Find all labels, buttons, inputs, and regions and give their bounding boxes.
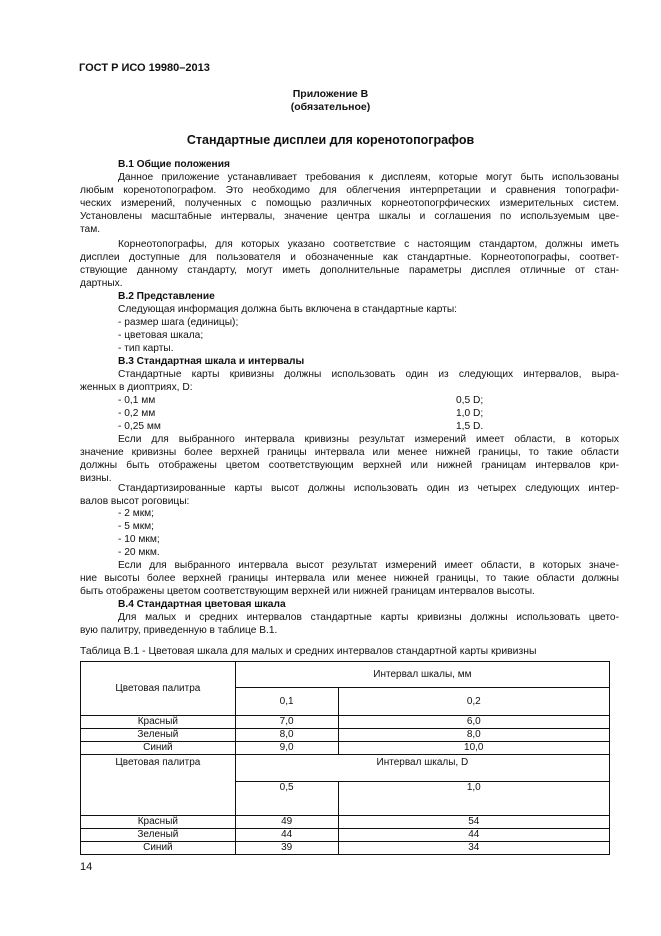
interval-mm: - 0,1 мм	[118, 395, 156, 406]
table-row	[81, 842, 610, 855]
interval-d: 1,5 D.	[456, 421, 484, 432]
table-cell: 9,0	[235, 742, 338, 755]
paragraph-line: Для малых и средних интервалов стандартные карты кривизны должны использовать цвето-	[118, 612, 619, 623]
interval-d: 0,5 D;	[456, 395, 484, 406]
paragraph-line: ние высоты более верхней границы интервала или менее нижней границы, то такие области должны	[80, 573, 619, 584]
list-item: - 2 мкм;	[118, 508, 155, 519]
table-cell: Зеленый	[81, 829, 236, 842]
table-cell: 44	[235, 829, 338, 842]
interval-mm: - 0,25 мм	[118, 421, 161, 432]
table-col-header: 0,1	[235, 688, 338, 716]
paragraph-line: Если для выбранного интервала кривизны результат измерений имеет области, в которых	[118, 434, 619, 445]
table-cell: Синий	[81, 842, 236, 855]
paragraph-line: дисплеи доступные для пользователя и обозначенные как стандартные. Корнеотопографы, соответ-	[80, 252, 619, 263]
table-cell: Синий	[81, 742, 236, 755]
paragraph-line: значение кривизны более верхней границы интервала или менее нижней границы, то такие области	[80, 447, 619, 458]
paragraph-line: женных в диоптриях, D:	[80, 382, 193, 393]
list-item: - 20 мкм.	[118, 547, 160, 558]
table-cell: 39	[235, 842, 338, 855]
table-cell: 8,0	[338, 729, 609, 742]
table-row	[81, 729, 610, 742]
paragraph-line: ствующие данному стандарту, могут иметь дополнительные параметры дисплея отличные от стан-	[80, 265, 619, 276]
table-caption: Таблица В.1 - Цветовая шкала для малых и средних интервалов стандартной карты кривизны	[80, 646, 537, 657]
table-header-palette: Цветовая палитра	[81, 662, 236, 716]
paragraph-line: там.	[80, 224, 101, 235]
paragraph-line: Стандартные карты кривизны должны использовать один из следующих интервалов, выра-	[118, 369, 619, 380]
table-cell: 49	[235, 816, 338, 829]
table-cell: 54	[338, 816, 609, 829]
appendix-status: (обязательное)	[290, 101, 371, 113]
paragraph-line: дартных.	[80, 278, 123, 289]
list-item: - тип карты.	[118, 343, 174, 354]
paragraph-line: Если для выбранного интервала высот результат измерений имеет области, в которых значе-	[118, 560, 619, 571]
color-scale-table	[80, 661, 610, 855]
table-header-palette: Цветовая палитра	[81, 755, 236, 816]
table-cell: 7,0	[235, 716, 338, 729]
section-heading: В.3 Стандартная шкала и интервалы	[118, 356, 305, 367]
table-cell: 34	[338, 842, 609, 855]
list-item: - размер шага (единицы);	[118, 317, 239, 328]
table-row	[81, 829, 610, 842]
table-header-interval: Интервал шкалы, D	[235, 755, 609, 782]
table-cell: 6,0	[338, 716, 609, 729]
section-heading: В.2 Представление	[118, 291, 215, 302]
interval-d: 1,0 D;	[456, 408, 484, 419]
paragraph-line: любым коренотопографом. Это необходимо для облегчения интерпретации и сравнения топографи-	[80, 185, 619, 196]
interval-mm: - 0,2 мм	[118, 408, 156, 419]
table-cell: Красный	[81, 816, 236, 829]
paragraph-line: ческих измерений, полученных с помощью различных корнеотопогрфических измерительных систем.	[80, 198, 619, 209]
table-cell: 8,0	[235, 729, 338, 742]
table-col-header: 1,0	[338, 782, 609, 816]
paragraph-line: визны.	[80, 473, 112, 484]
table-cell: 44	[338, 829, 609, 842]
table-col-header: 0,2	[338, 688, 609, 716]
table-cell: Зеленый	[81, 729, 236, 742]
page-title: Стандартные дисплеи для коренотопографов	[186, 133, 475, 147]
list-item: - цветовая шкала;	[118, 330, 204, 341]
paragraph-line: Следующая информация должна быть включена в стандартные карты:	[118, 304, 458, 315]
section-heading: В.1 Общие положения	[118, 159, 230, 170]
table-row	[81, 742, 610, 755]
paragraph-line: Данное приложение устанавливает требования к дисплеям, которые могут быть использованы	[118, 172, 619, 183]
table-row	[81, 816, 610, 829]
document-header: ГОСТ Р ИСО 19980–2013	[79, 62, 210, 74]
page-number: 14	[80, 861, 93, 873]
appendix-title: Приложение В	[292, 88, 369, 100]
paragraph-line: быть отображены цветом соответствующим верхней или нижней границам интервалов высоты.	[80, 586, 535, 597]
list-item: - 10 мкм;	[118, 534, 160, 545]
table-cell: 10,0	[338, 742, 609, 755]
table-cell: Красный	[81, 716, 236, 729]
paragraph-line: Корнеотопографы, для которых указано соответствие с настоящим стандартом, должны иметь	[118, 239, 619, 250]
paragraph-line: вую палитру, приведенную в таблице В.1.	[80, 625, 278, 636]
table-row	[81, 716, 610, 729]
paragraph-line: валов высот роговицы:	[80, 496, 190, 507]
table-col-header: 0,5	[235, 782, 338, 816]
paragraph-line: должны быть отображены цветом соответствующим верхней или нижней границам интервалов кри-	[80, 460, 619, 471]
list-item: - 5 мкм;	[118, 521, 155, 532]
paragraph-line: Установлены масштабные интервалы, значение центра шкалы и соглашения по используемым цве-	[80, 211, 619, 222]
table-header-interval: Интервал шкалы, мм	[235, 662, 609, 688]
paragraph-line: Стандартизированные карты высот должны использовать один из четырех следующих интер-	[118, 483, 619, 494]
section-heading: В.4 Стандартная цветовая шкала	[118, 599, 286, 610]
